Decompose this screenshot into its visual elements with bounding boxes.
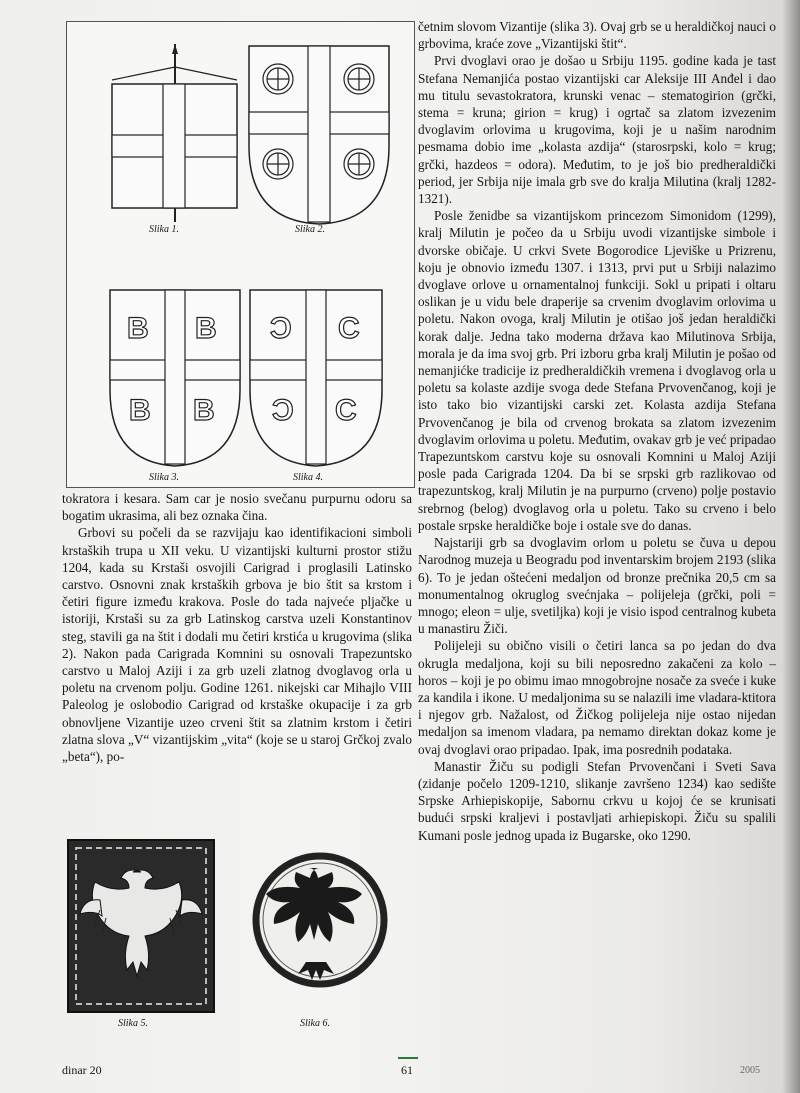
paragraph: Polijeleji su obično visili o četiri lanca sa po jedan do dva okrugla medaljona, koji su bili neposredno zakačeni za kolo – horos – koji je po obimu imao mnogobrojne nosače za sveće i kuke za kandila i ikone. U medaljonima su se nalazili ime vladara-ktitora i njegov grb. Nažalost, od Žičkog polijeleja nije ostao nijedan medaljon sa imenom vladara, pa nemamo direktan dokaz kome je ovaj dvoglavi orao pripadao. Ipak, ima posrednih podataka.	[418, 638, 776, 757]
caption-slika-2: Slika 2.	[295, 224, 325, 235]
magazine-issue: dinar 20	[62, 1063, 102, 1077]
caption-slika-5: Slika 5.	[118, 1018, 148, 1029]
shield3-letter-4: B	[193, 394, 215, 427]
shield3-letter-3: B	[129, 394, 151, 427]
page-number: 61	[401, 1063, 413, 1077]
caption-slika-3: Slika 3.	[149, 472, 179, 483]
paragraph: Najstariji grb sa dvoglavim orlom u poletu se čuva u depou Narodnog muzeja u Beogradu pod inventarskim brojem 2193 (slika 6). To je jedan oštećeni medaljon od bronze prečnika 20,5 cm sa monumentalnog okruglog svećnjaka – polijeleja (grčki, poli = mnogo; eleon = ulje, svetiljka) koji je visio ispod centralnog kubeta u manastiru Žiči.	[418, 535, 776, 637]
shield3-letter-1: B	[127, 312, 149, 345]
magazine-year: 2005	[740, 1065, 760, 1076]
right-text-column	[418, 18, 776, 844]
shield4-letter-3: C	[272, 394, 294, 427]
paragraph: Prvi dvoglavi orao je došao u Srbiju 1195. godine kada je tast Stefana Nemanjića postao vizantijski car Aleksije III Anđel i dao mu titulu sevastokratora, krunski venac – stematogirion (grčki, stema = kruna; girion = krug) i ogrtač sa zlatom izvezenim dvoglavim orlovima u krugovima, koji je u našim narodnim pesmama dobio ime „kolasta azdija“ (starosrpski, kolo = krug; grčki, hazdeos = odora). Međutim, to je još bio predheraldički period, jer Srbija nije imala grb sve do kralja Milutina (kralj 1282-1321).	[418, 53, 776, 207]
paragraph: tokratora i kesara. Sam car je nosio svečanu purpurnu odoru sa bogatim ukrasima, ali bez oznaka čina.	[62, 491, 412, 524]
caption-slika-4: Slika 4.	[293, 472, 323, 483]
paragraph: Grbovi su počeli da se razvijaju kao identifikacioni simboli krstaških trupa u XII veku. U vizantijski kulturni prostor stižu 1204, kada su Krstaši osvojili Carigrad i proglasili Latinsko carstvo. Osnovni znak krstaških grbova je bio štit sa krstom i četiri figure između krakova. Posle do tada najveće pljačke u istoriji, Krstaši su za grb Latinskog carstva uzeli Konstantinov steg, stavili ga na štit i dodali mu četiri krstića u krugovima (slika 2). Nakon pada Carigrada Komnini su osnovali Trapezuntsko carstvo u Maloj Aziji i za grb uzeli zlatnog dvoglavog orla u poletu na crvenom polju. Godine 1261. nikejski car Mihajlo VIII Paleolog je oslobodio Carigrad od krstaške okupacije i za grb obnovljene Vizantije uzeo crveni štit sa zlatnim krstom i četiri zlatna slova „V“ vizantijskim „vita“ (koje se u staroj Grčkoj zvalo „beta“), po-	[62, 525, 412, 765]
shield4-letter-2: C	[338, 312, 360, 345]
shield4-letter-4: C	[335, 394, 357, 427]
paragraph: Posle ženidbe sa vizantijskom princezom Simonidom (1299), kralj Milutin je počeo da u Srbiju uvodi vizantijske simbole i dvorske običaje. U crkvi Svete Bogorodice Ljeviške u Prizrenu, koju je obnovio između 1307. i 1313, prvi put u Srbiji nalazimo dvoglave orlove u ornamentalnoj funkciji. Sokl u pripati i oltaru oslikan je u vidu bele draperije sa crvenim dvoglavim orlovima u poletu. Nakon ovoga, kralj Milutin je otišao još jedan heraldički korak dalje. Jedna tako moderna država kao Milutinova Srbija, morala je da ima svoj grb. Pri izboru grba kralj Milutin je pošao od nemanjićke tradicije iz predheraldičkih vremena i dvoglavog orla u poletu sa kolaste azdije svoga dede Stefana Prvovenčanog, koji je isto tako bio vizantijski carski zet. Kolasta azdija Stefana Prvovenčanog je bila od crvenog brokata sa zlatom izvezenim dvoglavim orlovima u poletu. Međutim, ovakav grb je već pripadao Trapezuntskom carstvu koje su osnovali Komnini u Maloj Aziji posle pada Carigrada 1204. Da bi se srpski grb razlikovao od trapezuntskog, kralj Milutin je na purpurno (crveno) polje postavio srebrnog (belog) dvoglavog orla u poletu. Tako su crveno i belo postale srpske heraldičke boje i ostale sve do danas.	[418, 208, 776, 533]
shield3-letter-2: B	[195, 312, 217, 345]
caption-slika-6: Slika 6.	[300, 1018, 330, 1029]
paragraph: Manastir Žiču su podigli Stefan Prvovenčani i Sveti Sava (zidanje počelo 1209-1210, slikanje završeno 1234) kao sedište Srpske Arhiepiskopije, Sabornu crkvu u kojoj će se krunisati budući srpski kraljevi i postavljati arhiepiskopi. Žiču su spalili Kumani posle jednog upada iz Bugarske, oko 1290.	[418, 758, 776, 843]
paragraph: četnim slovom Vizantije (slika 3). Ovaj grb se u heraldičkoj nauci o grbovima, kraće zove „Vizantijski štit“.	[418, 19, 776, 52]
shield4-letter-1: C	[270, 312, 292, 345]
page-number-rule	[398, 1057, 418, 1059]
caption-slika-1: Slika 1.	[149, 224, 179, 235]
